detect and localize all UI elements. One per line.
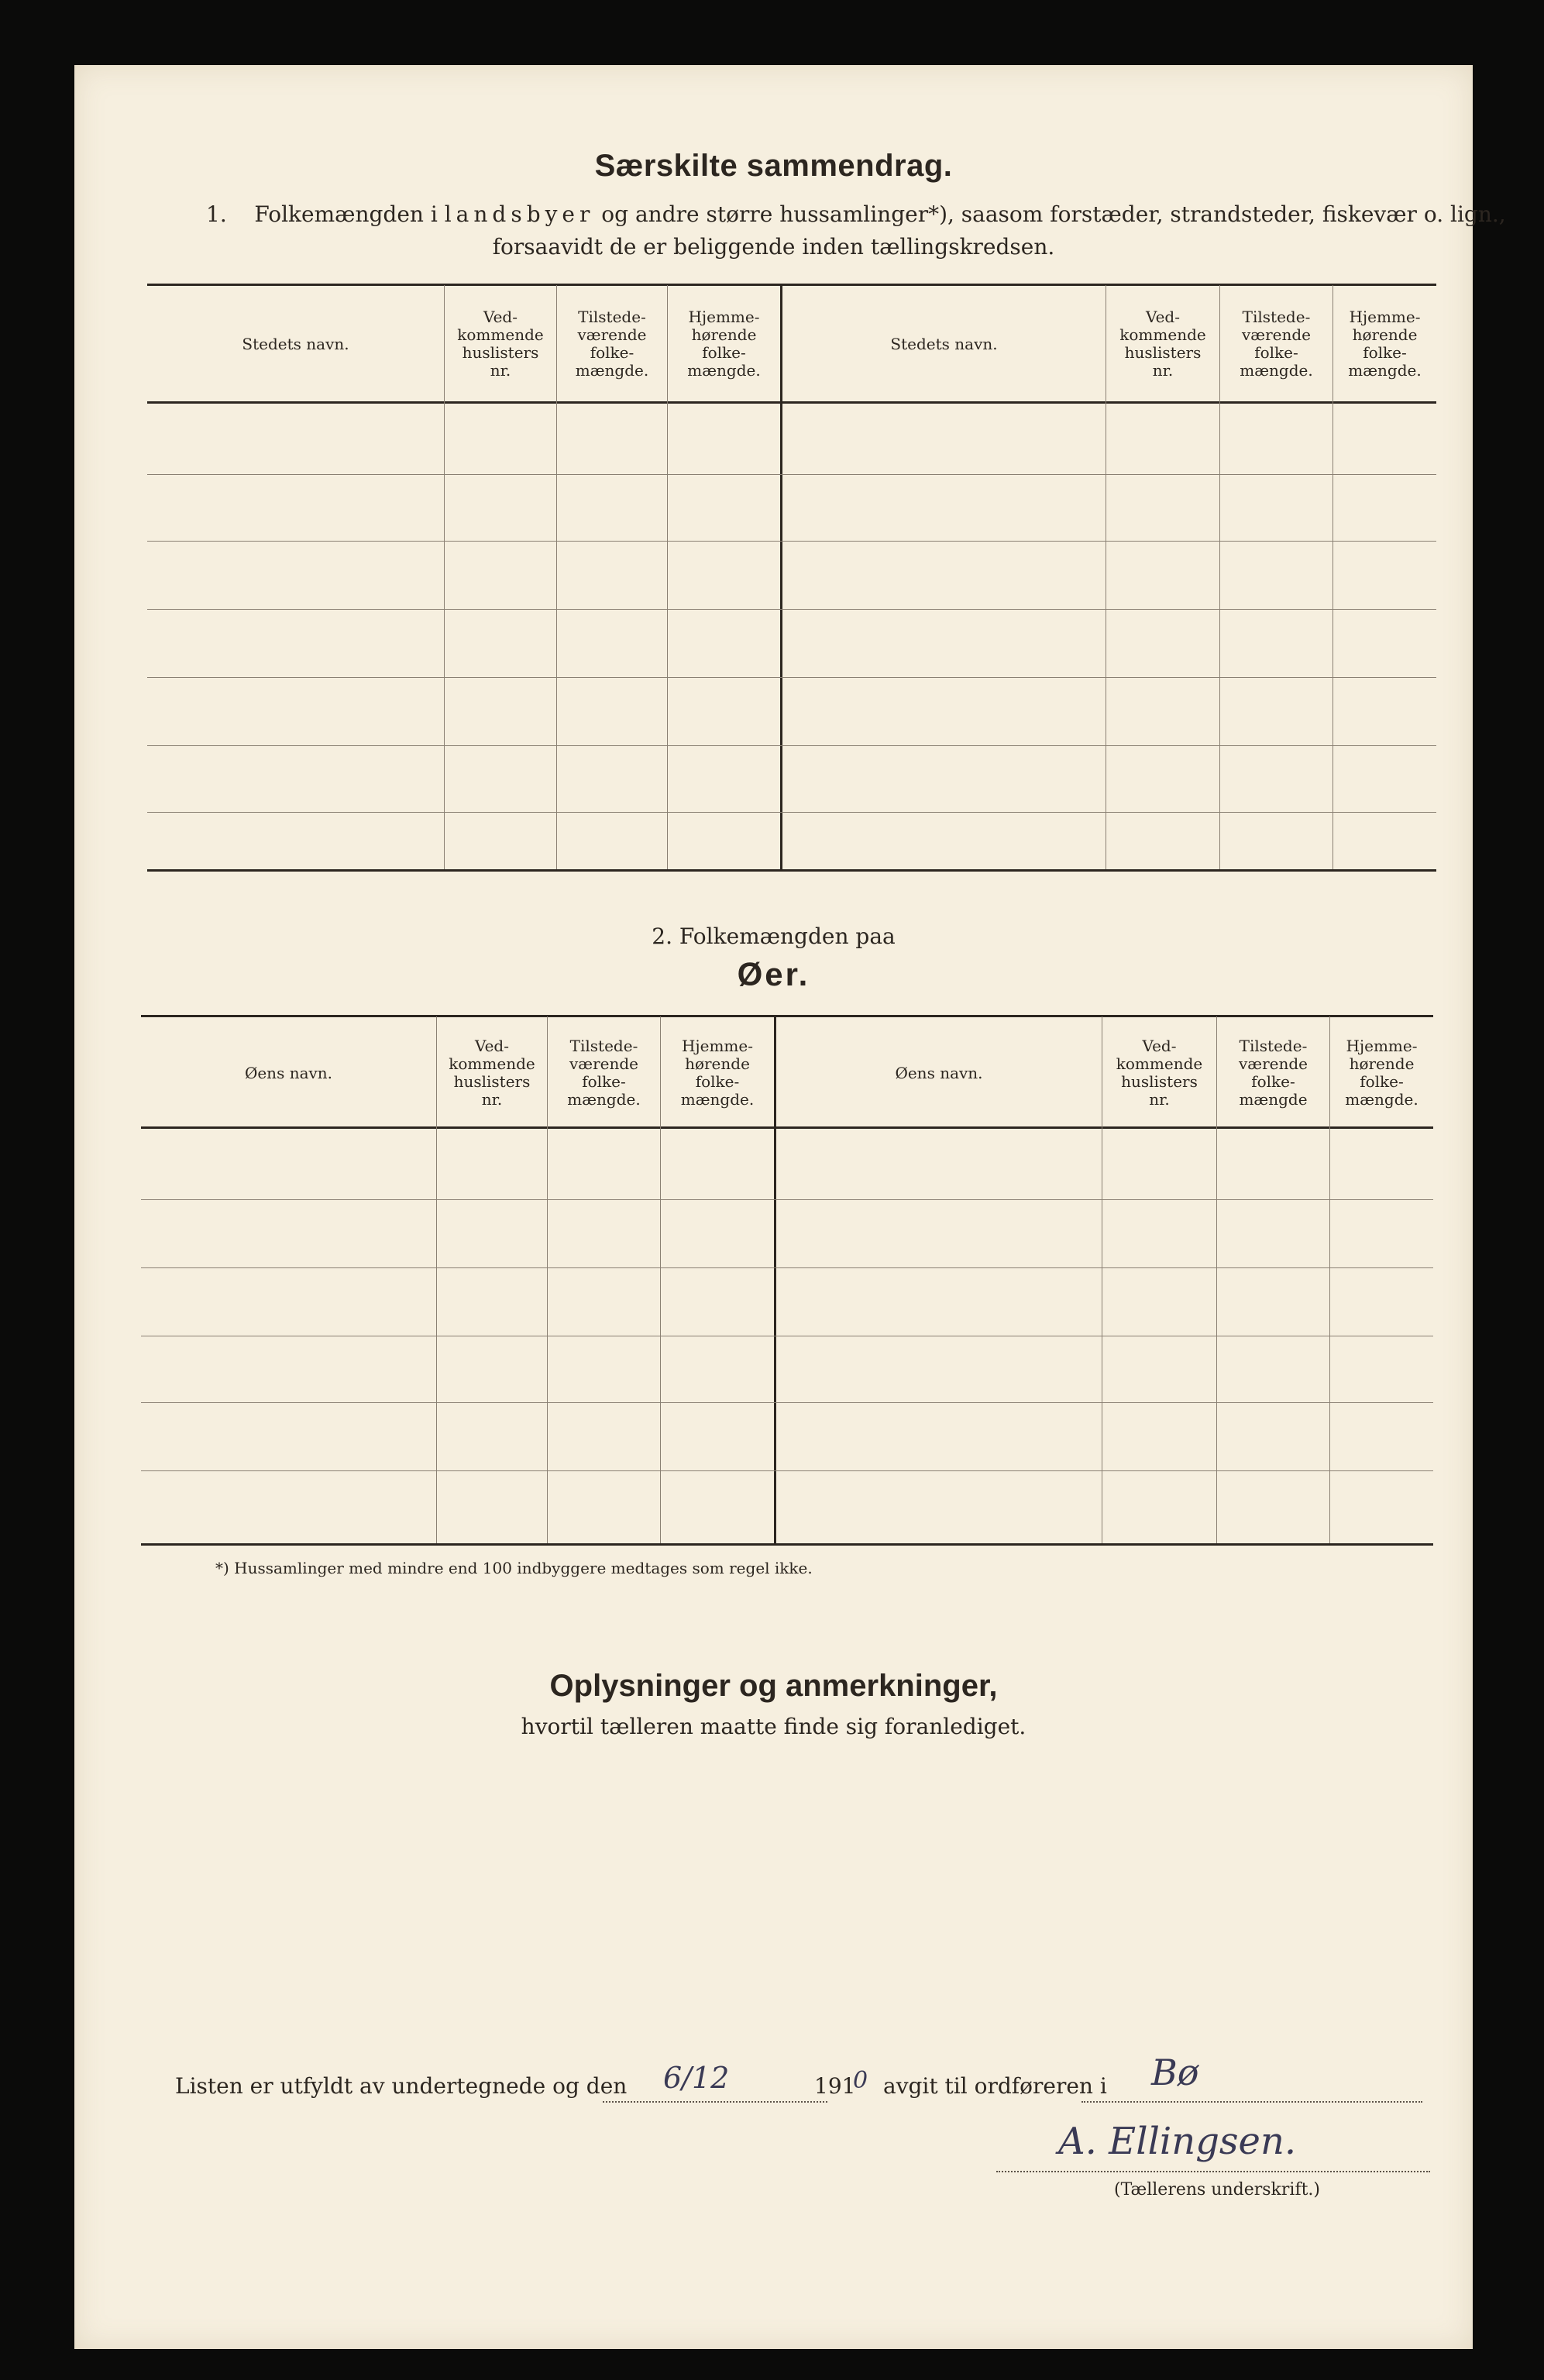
table2-header-rule [141,1126,1433,1129]
signature-text-b: avgit til ordføreren i [883,2073,1107,2099]
signature-caption: (Tællerens underskrift.) [1114,2180,1320,2199]
table1-row-rule [147,745,1436,746]
section1-text-a: Folkemængden i [254,201,438,227]
table2-row-rule [141,1199,1433,1200]
t2-head-present-left: Tilstede- værende folke- mængde. [567,1037,641,1109]
date-handwritten: 6/12 [663,2061,730,2095]
table1-row-rule [147,541,1436,542]
date-dotted-line [603,2101,827,2103]
t1-head-place-right: Stedets navn. [890,334,998,353]
year-prefix: 191 [814,2073,856,2099]
signature-text-a: Listen er utfyldt av undertegnede og den [175,2073,628,2099]
t1-head-resident-right: Hjemme- hørende folke- mængde. [1348,308,1422,380]
table1-top-rule [147,284,1436,286]
t1-head-present-right: Tilstede- værende folke- mængde. [1240,308,1313,380]
t1-head-present-left: Tilstede- værende folke- mængde. [575,308,649,380]
census-form-page [74,65,1506,2349]
section1-text-b: og andre større hussamlinger*), saasom forstæder, strandsteder, fiskevær o. lign., [601,201,1506,227]
page-title: Særskilte sammendrag. [594,149,953,183]
section1-heading [206,201,1506,227]
table2-bottom-rule [141,1543,1433,1546]
section1-number: 1. [206,201,227,227]
t1-head-resident-left: Hjemme- hørende folke- mængde. [687,308,761,380]
t2-head-list-right: Ved- kommende huslisters nr. [1116,1037,1203,1109]
place-dotted-line [1081,2101,1422,2103]
t2-head-present-right: Tilstede- værende folke- mængde [1238,1037,1308,1109]
t2-head-resident-left: Hjemme- hørende folke- mængde. [680,1037,755,1109]
section2-label: 2. Folkemængden paa [652,923,896,949]
t1-head-place-left: Stedets navn. [242,334,349,353]
t2-head-list-left: Ved- kommende huslisters nr. [449,1037,535,1109]
section1-heading-line2: forsaavidt de er beliggende inden tællingskredsen. [492,234,1055,260]
place-handwritten: Bø [1151,2052,1199,2093]
section2-title: Øer. [737,956,810,992]
t2-head-resident-right: Hjemme- hørende folke- mængde. [1345,1037,1418,1109]
table2-top-rule [141,1015,1433,1017]
table2-row-rule [141,1267,1433,1268]
remarks-subtitle: hvortil tælleren maatte finde sig foranlediget. [521,1714,1026,1739]
signature-dotted-line [996,2171,1430,2172]
table1-row-rule [147,812,1436,813]
table2-row-rule [141,1470,1433,1471]
section1-text-spaced: landsbyer [444,201,595,227]
t2-head-island-left: Øens navn. [244,1063,333,1082]
table1-bottom-rule [147,869,1436,872]
signature-line [175,2073,627,2099]
table2-row-rule [141,1402,1433,1403]
table1-row-rule [147,474,1436,475]
t2-head-island-right: Øens navn. [895,1063,983,1082]
year-digit-handwritten: 0 [853,2067,868,2094]
footnote: *) Hussamlinger med mindre end 100 indbyggere medtages som regel ikke. [215,1559,813,1577]
signer-handwritten: A. Ellingsen. [1058,2120,1297,2163]
table1-row-rule [147,609,1436,610]
t1-head-list-left: Ved- kommende huslisters nr. [457,308,544,380]
table1-row-rule [147,677,1436,678]
t1-head-list-right: Ved- kommende huslisters nr. [1119,308,1206,380]
remarks-title: Oplysninger og anmerkninger, [549,1669,998,1703]
table1-header-rule [147,401,1436,404]
